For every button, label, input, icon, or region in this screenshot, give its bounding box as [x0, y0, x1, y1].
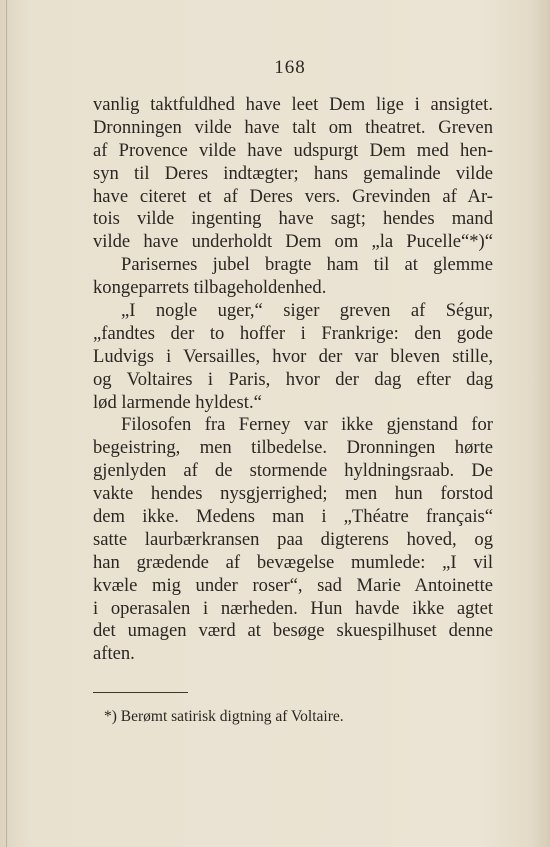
text-line: Filosofen fra Ferney var ikke gjenstand for	[121, 414, 493, 436]
text-line: vilde have underholdt Dem om „la Pucelle“*)“	[93, 231, 493, 253]
text-line: Dronningen vilde have talt om theatret. Greven	[93, 116, 493, 138]
text-line: syn til Deres indtægter; hans gemalinde vilde	[93, 162, 493, 184]
text-line: det umagen værd at besøge skuespilhuset denne	[93, 620, 493, 642]
text-line: aften.	[93, 643, 135, 665]
text-line: Parisernes jubel bragte ham til at glemme	[121, 254, 493, 276]
text-line: satte laurbærkransen paa digterens hoved, og	[93, 528, 493, 550]
text-line: „I nogle uger,“ siger greven af Ségur,	[121, 300, 493, 322]
text-line: dem ikke. Medens man i „Théatre français“	[93, 506, 493, 528]
text-line: kongeparrets tilbageholdenhed.	[93, 277, 327, 299]
text-line: gjenlyden af de stormende hyldningsraab. De	[93, 460, 493, 482]
text-line: i operasalen i nærheden. Hun havde ikke agtet	[93, 597, 493, 619]
text-line: han grædende af bevægelse mumlede: „I vil	[93, 551, 493, 573]
footnote-divider	[93, 692, 188, 693]
text-line: kvæle mig under roser“, sad Marie Antoinette	[93, 574, 493, 596]
text-line: tois vilde ingenting have sagt; hendes mand	[93, 208, 493, 230]
text-line: vanlig taktfuldhed have leet Dem lige i ansigtet.	[93, 94, 493, 115]
text-line: „fandtes der to hoffer i Frankrige: den gode	[93, 322, 493, 344]
text-line: af Provence vilde have udspurgt Dem med hen-	[93, 139, 493, 161]
footnote: *) Berømt satirisk digtning af Voltaire.	[104, 708, 344, 725]
body-text	[93, 94, 493, 666]
text-line: have citeret et af Deres vers. Grevinden af Ar-	[93, 185, 493, 207]
text-line: begeistring, men tilbedelse. Dronningen hørte	[93, 437, 493, 459]
text-line: Ludvigs i Versailles, hvor der var bleven stille,	[93, 345, 493, 367]
text-line: vakte hendes nysgjerrighed; men hun forstod	[93, 483, 493, 505]
text-line: og Voltaires i Paris, hvor der dag efter dag	[93, 368, 493, 390]
text-line: lød larmende hyldest.“	[93, 391, 262, 413]
page-edge	[6, 0, 7, 847]
page-number: 168	[274, 57, 306, 78]
